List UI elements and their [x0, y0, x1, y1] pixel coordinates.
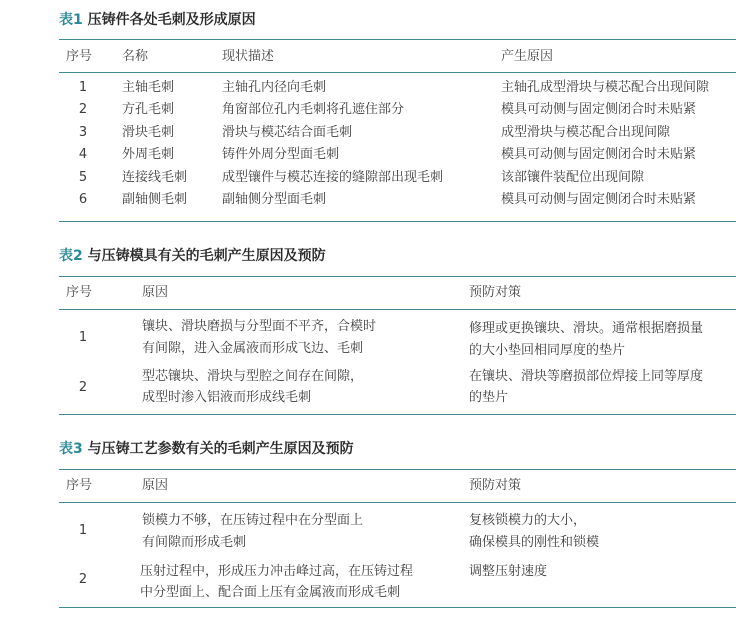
table1-cell-name: 主轴毛刺 [122, 80, 175, 95]
table1-cell-desc: 滑块与模芯结合面毛刺 [222, 125, 353, 140]
table1-cell-desc: 角窗部位孔内毛刺将孔遮住部分 [222, 102, 405, 117]
table1-cell-no: 2 [78, 102, 88, 117]
table1-top-rule [59, 39, 736, 40]
table3-caption [59, 440, 354, 458]
table2-cell-cause-line: 成型时渗入铝液而形成线毛刺 [142, 390, 312, 405]
table2-caption [59, 247, 326, 265]
table1-cell-no: 1 [78, 80, 88, 95]
table1-header-desc: 现状描述 [222, 49, 275, 64]
table2-header-cause: 原因 [142, 285, 169, 300]
table3-header-measure: 预防对策 [469, 478, 522, 493]
table3-cell-no: 2 [78, 572, 88, 587]
table1-caption-text: 压铸件各处毛刺及形成原因 [82, 12, 256, 28]
table3-cell-measure-line: 复核锁模力的大小， [469, 513, 587, 528]
table2-header-no: 序号 [66, 285, 93, 300]
table3-cell-no: 1 [78, 523, 88, 538]
table1-header-name: 名称 [122, 49, 149, 64]
table1-header-cause: 产生原因 [501, 49, 554, 64]
table2-cell-cause-line: 型芯镶块、滑块与型腔之间存在间隙， [142, 369, 364, 384]
table2-header-rule [59, 309, 736, 310]
table1-cell-cause: 成型滑块与模芯配合出现间隙 [501, 125, 671, 140]
table1-cell-desc: 铸件外周分型面毛刺 [222, 147, 340, 162]
table1-cell-cause: 主轴孔成型滑块与模芯配合出现间隙 [501, 80, 710, 95]
table3-header-no: 序号 [66, 478, 93, 493]
table1-caption-number: 表1 [59, 12, 83, 28]
table2-caption-text: 与压铸模具有关的毛刺产生原因及预防 [82, 248, 326, 264]
table2-bottom-rule [59, 414, 736, 415]
table1-cell-name: 外周毛刺 [122, 147, 175, 162]
table2-header-measure: 预防对策 [469, 285, 522, 300]
table1-cell-cause: 模具可动侧与固定侧闭合时未贴紧 [501, 147, 697, 162]
table3-caption-text: 与压铸工艺参数有关的毛刺产生原因及预防 [82, 441, 354, 457]
table3-cell-measure-line: 调整压射速度 [469, 564, 548, 579]
table2-cell-measure-line: 的大小垫回相同厚度的垫片 [469, 343, 626, 358]
table1-cell-no: 5 [78, 170, 88, 185]
table3-cell-cause-line: 锁模力不够，在压铸过程中在分型面上 [142, 513, 364, 528]
table2-cell-cause-line: 有间隙，进入金属液而形成飞边、毛刺 [142, 341, 364, 356]
table1-cell-name: 副轴侧毛刺 [122, 192, 188, 207]
table3-top-rule [59, 469, 736, 470]
table3-cell-cause-line: 压射过程中，形成压力冲击峰过高，在压铸过程 [140, 564, 414, 579]
table1-cell-desc: 主轴孔内径向毛刺 [222, 80, 327, 95]
table1-cell-cause: 该部镶件装配位出现间隙 [501, 170, 645, 185]
table1-cell-name: 滑块毛刺 [122, 125, 175, 140]
table3-bottom-rule [59, 607, 736, 608]
table2-cell-measure-line: 的垫片 [469, 390, 509, 405]
table1-cell-cause: 模具可动侧与固定侧闭合时未贴紧 [501, 192, 697, 207]
table1-cell-no: 4 [78, 147, 88, 162]
table1-caption [59, 11, 256, 29]
table1-cell-no: 3 [78, 125, 88, 140]
table3-caption-number: 表3 [59, 441, 83, 457]
table2-cell-no: 1 [78, 330, 88, 345]
table3-cell-measure-line: 确保模具的刚性和锁模 [469, 535, 600, 550]
table1-header-no: 序号 [66, 49, 93, 64]
table1-cell-no: 6 [78, 192, 88, 207]
table3-header-rule [59, 502, 736, 503]
table3-cell-cause-line: 有间隙而形成毛刺 [142, 535, 247, 550]
table2-cell-no: 2 [78, 380, 88, 395]
table1-cell-name: 方孔毛刺 [122, 102, 175, 117]
table2-cell-measure-line: 修理或更换镶块、滑块。通常根据磨损量 [469, 321, 704, 336]
table1-cell-desc: 成型镶件与模芯连接的缝隙部出现毛刺 [222, 170, 444, 185]
table2-cell-measure-line: 在镶块、滑块等磨损部位焊接上同等厚度 [469, 369, 704, 384]
table1-bottom-rule [59, 221, 736, 222]
table2-cell-cause-line: 镶块、滑块磨损与分型面不平齐，合模时 [142, 319, 377, 334]
table1-cell-name: 连接线毛刺 [122, 170, 188, 185]
table1-header-rule [59, 72, 736, 73]
table2-top-rule [59, 276, 736, 277]
table3-cell-cause-line: 中分型面上、配合面上压有金属液而形成毛刺 [140, 585, 401, 600]
table1-cell-desc: 副轴侧分型面毛刺 [222, 192, 327, 207]
table1-cell-cause: 模具可动侧与固定侧闭合时未贴紧 [501, 102, 697, 117]
table2-caption-number: 表2 [59, 248, 83, 264]
table3-header-cause: 原因 [142, 478, 169, 493]
